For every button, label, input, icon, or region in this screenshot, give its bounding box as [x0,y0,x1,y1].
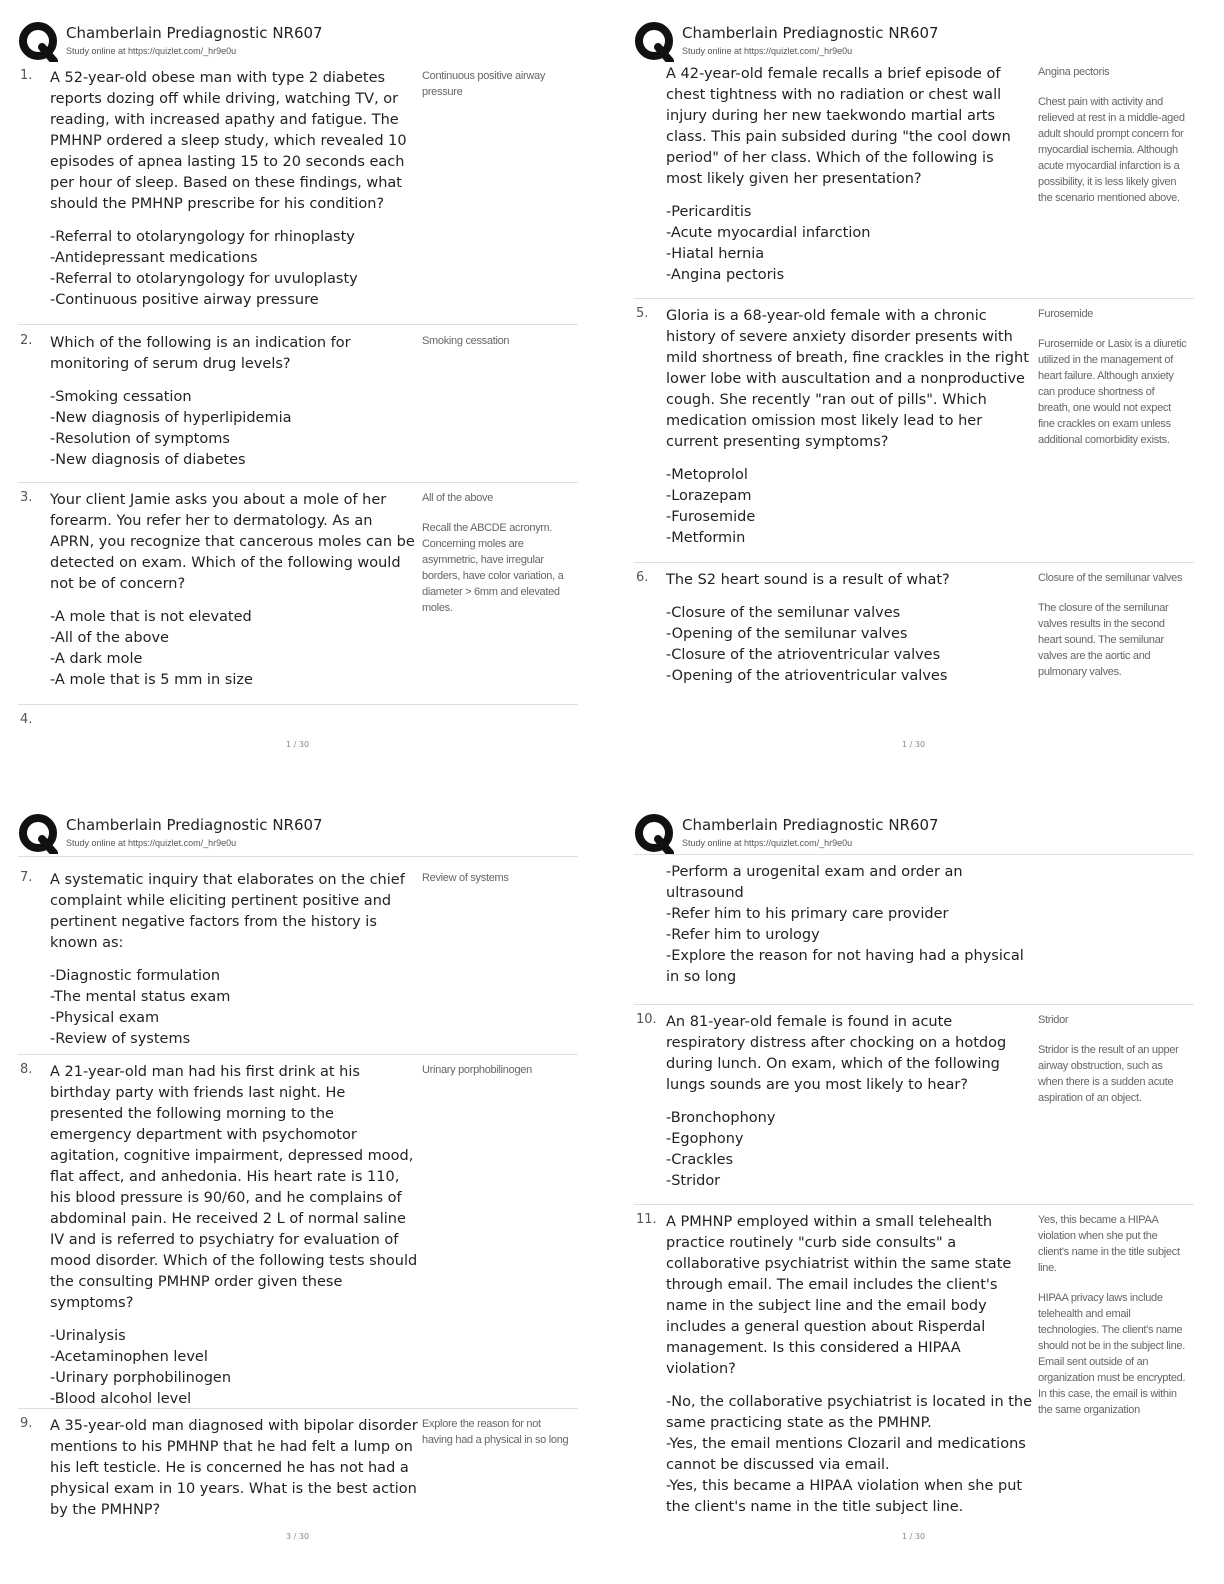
question-number: 3. [20,490,33,505]
doc-title: Chamberlain Prediagnostic NR607 [682,816,939,834]
question-number: 7. [20,870,33,885]
option: -Metoprolol [666,467,748,483]
question-number: 8. [20,1062,33,1077]
explanation: Recall the ABCDE acronym. Concerning moles are asymmetric, have irregular borders, have color variation, a diameter > 6mm and elevated moles. [422,522,564,614]
option: -Stridor [666,1173,721,1189]
option: -No, the collaborative psychiatrist is located in the same practicing state as the PMHNP. [666,1394,1033,1431]
question-number: 9. [20,1416,33,1431]
divider [18,324,578,325]
option: -Diagnostic formulation [50,968,221,984]
page-4 [634,810,1214,1570]
option: -Lorazepam [666,488,752,504]
answer-column [1038,306,1188,448]
option-list [50,387,418,471]
answer-column [422,870,572,886]
page-3 [18,810,598,1570]
question-text-block [50,870,418,1050]
option: -Closure of the atrioventricular valves [666,647,941,663]
option-list [666,603,1034,687]
option: -Pericarditis [666,204,752,220]
option: -Smoking cessation [50,389,192,405]
option: -Perform a urogenital exam and order an ultrasound [666,864,963,901]
question-text: Gloria is a 68-year-old female with a chronic history of severe anxiety disorder presents with mild shortness of breath, fine crackles in the right lower lobe with auscultation and a nonproductive cough. She recently "ran out of pills". Which medication omission most likely lead to her current presenting symptoms? [666,308,1029,450]
answer: Urinary porphobilinogen [422,1064,532,1076]
option: -Yes, this became a HIPAA violation when she put the client's name in the title subject line. [666,1478,1023,1515]
option: -Resolution of symptoms [50,431,230,447]
doc-title: Chamberlain Prediagnostic NR607 [682,24,939,42]
question-text-block [50,68,418,311]
option: -Refer him to urology [666,927,820,943]
answer-column [1038,1012,1188,1106]
option: -Urinary porphobilinogen [50,1370,232,1386]
option-list [50,227,418,311]
divider [18,856,578,857]
answer: All of the above [422,492,494,504]
question-text-block [50,1062,418,1410]
option: -Closure of the semilunar valves [666,605,901,621]
explanation: Chest pain with activity and relieved at rest in a middle-aged adult should prompt concern for myocardial ischemia. Although acute myocardial infarction is a possibility, it is less likely given the scenario mentioned above. [1038,96,1185,204]
option: -Opening of the atrioventricular valves [666,668,948,684]
question-text-block [50,1416,418,1521]
question-number: 10. [636,1012,657,1027]
answer: Angina pectoris [1038,66,1110,78]
option: -A mole that is not elevated [50,609,252,625]
answer: Stridor [1038,1014,1069,1026]
option: -Referral to otolaryngology for uvuloplasty [50,271,358,287]
answer-column [422,490,572,616]
answer-column [1038,64,1188,206]
option-list [666,862,1034,988]
doc-subtitle: Study online at https://quizlet.com/_hr9e0u [66,46,237,56]
question-text-block [666,64,1034,286]
quizlet-q-logo-icon [18,814,58,854]
option: -A mole that is 5 mm in size [50,672,253,688]
option: -Furosemide [666,509,756,525]
option: -Acute myocardial infarction [666,225,871,241]
explanation: Stridor is the result of an upper airway obstruction, such as when there is a sudden acute aspiration of an object. [1038,1044,1179,1104]
question-number: 11. [636,1212,657,1227]
page-2 [634,18,1214,778]
question-text-block [50,490,418,691]
quizlet-q-logo-icon [634,22,674,62]
option: -Referral to otolaryngology for rhinoplasty [50,229,355,245]
option: -Angina pectoris [666,267,785,283]
answer-column [1038,570,1188,680]
option-list [50,1326,418,1410]
option: -All of the above [50,630,169,646]
answer: Furosemide [1038,308,1094,320]
question-text: A 35-year-old man diagnosed with bipolar disorder mentions to his PMHNP that he had felt a lump on his left testicle. He is concerned he has not had a physical exam in 10 years. What is the best action by the PMHNP? [50,1418,418,1518]
option-list [666,465,1034,549]
option: -Hiatal hernia [666,246,765,262]
option: -The mental status exam [50,989,231,1005]
answer: Yes, this became a HIPAA violation when she put the client's name in the title subject line. [1038,1214,1180,1274]
doc-subtitle: Study online at https://quizlet.com/_hr9e0u [682,46,853,56]
option: -New diagnosis of diabetes [50,452,246,468]
answer-column [422,1416,572,1448]
option-list [666,202,1034,286]
question-number: 5. [636,306,649,321]
question-number: 4. [20,712,33,727]
question-text: The S2 heart sound is a result of what? [666,572,950,588]
option: -Explore the reason for not having had a physical in so long [666,948,1024,985]
question-number: 2. [20,333,33,348]
question-number: 1. [20,68,33,83]
option: -Acetaminophen level [50,1349,208,1365]
quizlet-q-logo-icon [18,22,58,62]
question-text-block [666,306,1034,549]
question-text-block [666,1212,1034,1518]
page-header [18,810,598,870]
answer-column [422,333,572,349]
page-footer: 3 / 30 [286,1532,310,1541]
option: -Bronchophony [666,1110,776,1126]
question-text: A 21-year-old man had his first drink at his birthday party with friends last night. He presented the following morning to the emergency department with psychomotor agitation, cognitive impairment, depressed mood, flat affect, and anhedonia. His heart rate is 110, his blood pressure is 90/60, and he complains of abdominal pain. He received 2 L of normal saline IV and is referred to psychiatry for evaluation of mood disorder. Which of the following tests should the consulting PMHNP order given these symptoms? [50,1064,418,1311]
option: -Crackles [666,1152,734,1168]
question-text-block [666,862,1034,988]
option-list [666,1392,1034,1518]
option: -New diagnosis of hyperlipidemia [50,410,292,426]
answer: Smoking cessation [422,335,510,347]
divider [18,704,578,705]
option: -Antidepressant medications [50,250,258,266]
option: -Opening of the semilunar valves [666,626,908,642]
question-text: A 42-year-old female recalls a brief episode of chest tightness with no radiation or chest wall injury during her new taekwondo martial arts class. This pain subsided during "the cool down period" of her class. Which of the following is most likely given her presentation? [666,66,1011,187]
answer-column [422,68,572,100]
question-text: A 52-year-old obese man with type 2 diabetes reports dozing off while driving, watching TV, or reading, with increased apathy and fatigue. The PMHNP ordered a sleep study, which revealed 10 episodes of apnea lasting 15 to 20 seconds each per hour of sleep. Based on these findings, what should the PMHNP prescribe for his condition? [50,70,407,212]
divider [634,1204,1194,1205]
divider [634,854,1194,855]
question-text: An 81-year-old female is found in acute respiratory distress after chocking on a hotdog during lunch. On exam, which of the following lungs sounds are you most likely to hear? [666,1014,1007,1093]
doc-subtitle: Study online at https://quizlet.com/_hr9e0u [682,838,853,848]
doc-subtitle: Study online at https://quizlet.com/_hr9e0u [66,838,237,848]
divider [18,1408,578,1409]
quizlet-q-logo-icon [634,814,674,854]
option: -Urinalysis [50,1328,126,1344]
option: -Physical exam [50,1010,160,1026]
answer-column [1038,1212,1188,1418]
question-text-block [666,1012,1034,1192]
question-text: Which of the following is an indication for monitoring of serum drug levels? [50,335,351,372]
option: -Blood alcohol level [50,1391,192,1407]
option-list [50,966,418,1050]
page-footer: 1 / 30 [902,740,926,749]
page-1 [18,18,598,778]
answer: Explore the reason for not having had a physical in so long [422,1418,569,1446]
answer: Closure of the semilunar valves [1038,572,1183,584]
option: -Metformin [666,530,746,546]
answer-column [422,1062,572,1078]
divider [634,562,1194,563]
divider [634,298,1194,299]
option-list [50,607,418,691]
question-text-block [50,333,418,471]
explanation: Furosemide or Lasix is a diuretic utilized in the management of heart failure. Although anxiety can produce shortness of breath, one would not expect fine crackles on exam unless additional comorbidity exists. [1038,338,1187,446]
answer: Continuous positive airway pressure [422,70,546,98]
option: -Continuous positive airway pressure [50,292,319,308]
option-list [666,1108,1034,1192]
doc-title: Chamberlain Prediagnostic NR607 [66,24,323,42]
question-number: 6. [636,570,649,585]
question-text: A systematic inquiry that elaborates on the chief complaint while eliciting pertinent positive and pertinent negative factors from the history is known as: [50,872,405,951]
option: -A dark mole [50,651,143,667]
divider [634,1004,1194,1005]
divider [18,1054,578,1055]
answer: Review of systems [422,872,509,884]
explanation: HIPAA privacy laws include telehealth and email technologies. The client's name should not be in the subject line. Email sent outside of an organization must be encrypted. In this case, the email is within the same organization [1038,1292,1186,1416]
option: -Refer him to his primary care provider [666,906,949,922]
divider [18,482,578,483]
doc-title: Chamberlain Prediagnostic NR607 [66,816,323,834]
question-text: Your client Jamie asks you about a mole of her forearm. You refer her to dermatology. As an APRN, you recognize that cancerous moles can be detected on exam. Which of the following would not be of concern? [50,492,415,592]
page-footer: 1 / 30 [902,1532,926,1541]
page-footer: 1 / 30 [286,740,310,749]
option: -Yes, the email mentions Clozaril and medications cannot be discussed via email. [666,1436,1026,1473]
page-header [634,810,1214,870]
explanation: The closure of the semilunar valves results in the second heart sound. The semilunar valves are the aortic and pulmonary valves. [1038,602,1169,678]
question-text: A PMHNP employed within a small telehealth practice routinely "curb side consults" a collaborative psychiatrist within the same state through email. The email includes the client's name in the subject line and the email body includes a general question about Risperdal management. Is this considered a HIPAA violation? [666,1214,1012,1377]
option: -Review of systems [50,1031,191,1047]
question-text-block [666,570,1034,687]
option: -Egophony [666,1131,744,1147]
